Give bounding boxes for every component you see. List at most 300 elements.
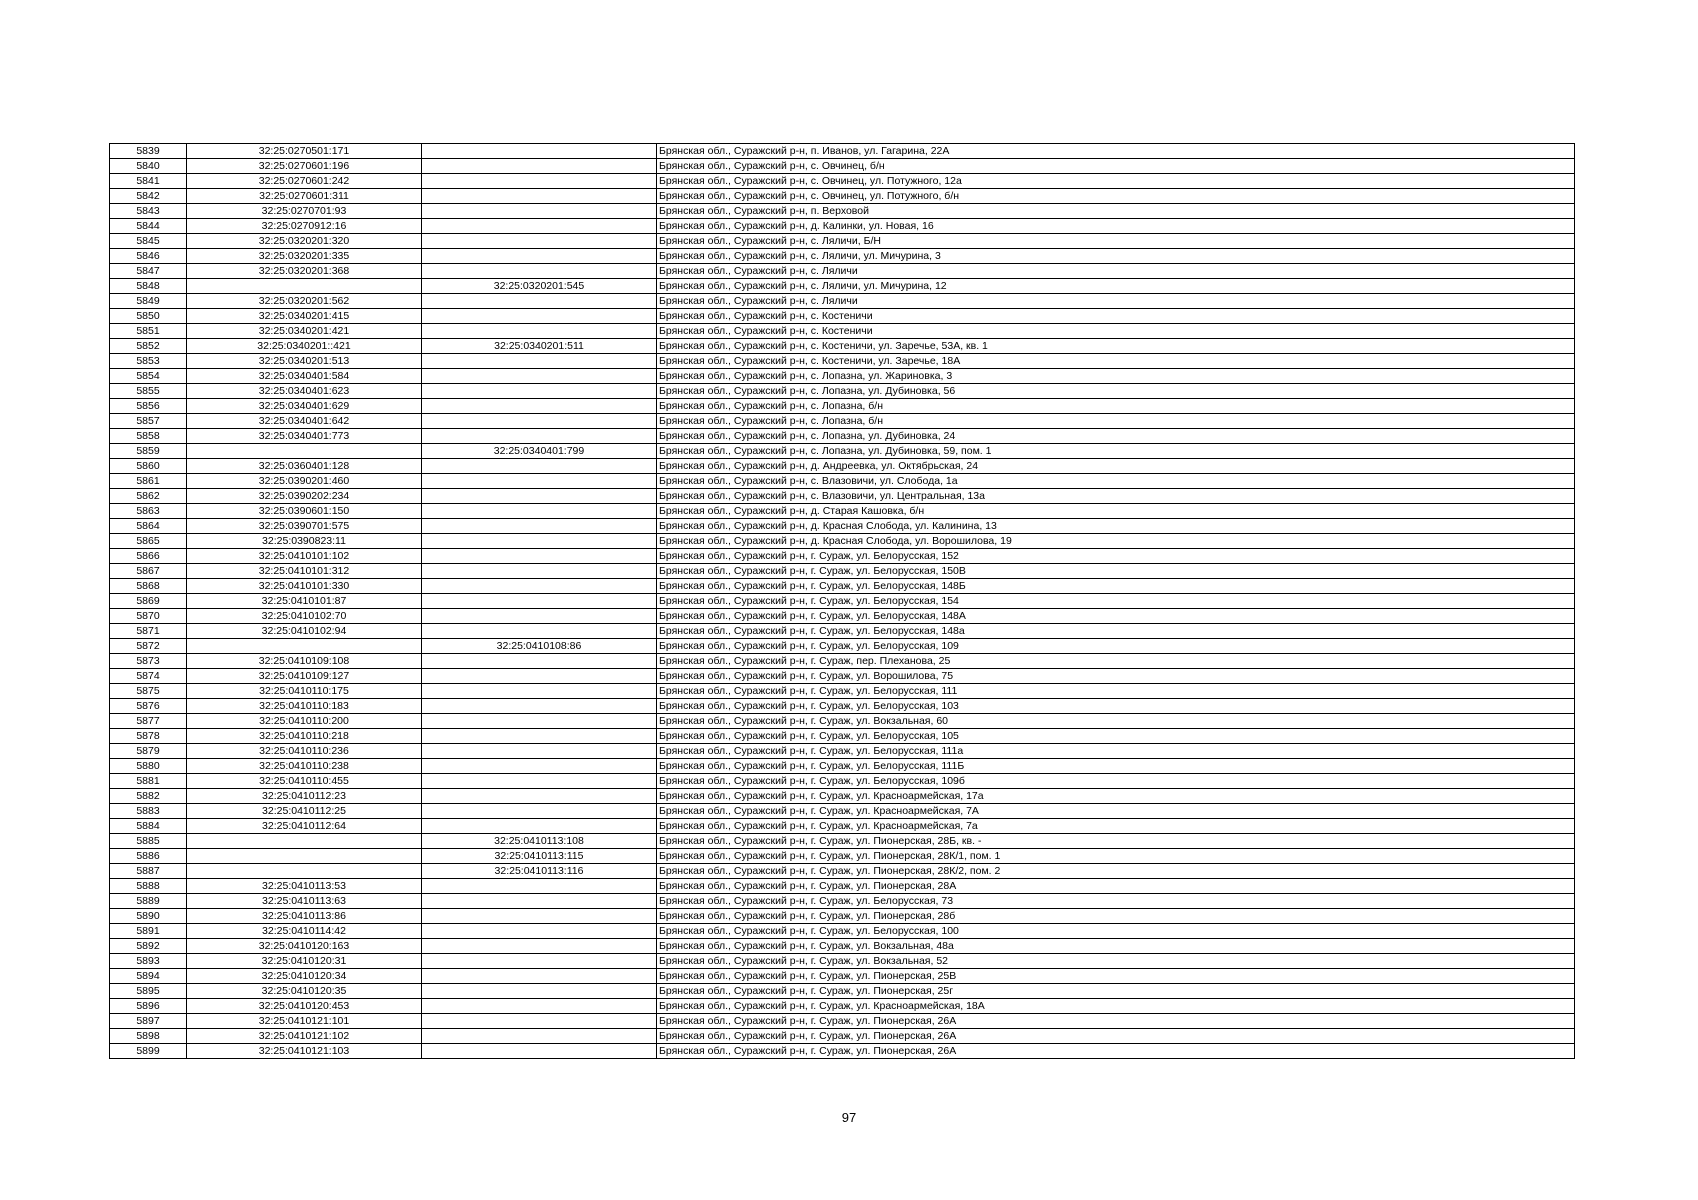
address-cell: Брянская обл., Суражский р-н, с. Лопазна, ул. Дубиновка, 56 xyxy=(657,384,1575,399)
building-cadastral-number-cell xyxy=(422,354,657,369)
table-row xyxy=(110,744,1575,759)
address-cell: Брянская обл., Суражский р-н, г. Сураж, ул. Белорусская, 148Б xyxy=(657,579,1575,594)
table-row xyxy=(110,264,1575,279)
row-number-cell: 5859 xyxy=(110,444,187,459)
building-cadastral-number-cell xyxy=(422,774,657,789)
row-number-cell: 5840 xyxy=(110,159,187,174)
row-number-cell: 5868 xyxy=(110,579,187,594)
row-number-cell: 5890 xyxy=(110,909,187,924)
land-cadastral-number-cell: 32:25:0410112:23 xyxy=(187,789,422,804)
table-row xyxy=(110,639,1575,654)
building-cadastral-number-cell xyxy=(422,234,657,249)
address-cell: Брянская обл., Суражский р-н, г. Сураж, ул. Белорусская, 148А xyxy=(657,609,1575,624)
address-cell: Брянская обл., Суражский р-н, г. Сураж, ул. Пионерская, 28К/2, пом. 2 xyxy=(657,864,1575,879)
address-cell: Брянская обл., Суражский р-н, г. Сураж, ул. Белорусская, 154 xyxy=(657,594,1575,609)
table-row xyxy=(110,834,1575,849)
row-number-cell: 5863 xyxy=(110,504,187,519)
address-cell: Брянская обл., Суражский р-н, с. Ляличи, Б/Н xyxy=(657,234,1575,249)
building-cadastral-number-cell xyxy=(422,144,657,159)
building-cadastral-number-cell xyxy=(422,969,657,984)
land-cadastral-number-cell xyxy=(187,849,422,864)
land-cadastral-number-cell: 32:25:0390601:150 xyxy=(187,504,422,519)
row-number-cell: 5856 xyxy=(110,399,187,414)
land-cadastral-number-cell: 32:25:0270601:196 xyxy=(187,159,422,174)
address-cell: Брянская обл., Суражский р-н, п. Иванов, ул. Гагарина, 22А xyxy=(657,144,1575,159)
row-number-cell: 5842 xyxy=(110,189,187,204)
address-cell: Брянская обл., Суражский р-н, с. Влазовичи, ул. Слобода, 1а xyxy=(657,474,1575,489)
row-number-cell: 5867 xyxy=(110,564,187,579)
land-cadastral-number-cell xyxy=(187,834,422,849)
table-row xyxy=(110,474,1575,489)
address-cell: Брянская обл., Суражский р-н, г. Сураж, ул. Красноармейская, 7а xyxy=(657,819,1575,834)
row-number-cell: 5841 xyxy=(110,174,187,189)
address-cell: Брянская обл., Суражский р-н, с. Костеничи xyxy=(657,309,1575,324)
address-cell: Брянская обл., Суражский р-н, г. Сураж, ул. Пионерская, 28К/1, пом. 1 xyxy=(657,849,1575,864)
address-cell: Брянская обл., Суражский р-н, г. Сураж, ул. Белорусская, 73 xyxy=(657,894,1575,909)
row-number-cell: 5892 xyxy=(110,939,187,954)
row-number-cell: 5879 xyxy=(110,744,187,759)
table-row xyxy=(110,609,1575,624)
row-number-cell: 5865 xyxy=(110,534,187,549)
table-row xyxy=(110,729,1575,744)
row-number-cell: 5858 xyxy=(110,429,187,444)
row-number-cell: 5897 xyxy=(110,1014,187,1029)
building-cadastral-number-cell xyxy=(422,999,657,1014)
address-cell: Брянская обл., Суражский р-н, г. Сураж, ул. Белорусская, 111Б xyxy=(657,759,1575,774)
row-number-cell: 5870 xyxy=(110,609,187,624)
address-cell: Брянская обл., Суражский р-н, г. Сураж, пер. Плеханова, 25 xyxy=(657,654,1575,669)
land-cadastral-number-cell: 32:25:0340401:623 xyxy=(187,384,422,399)
row-number-cell: 5866 xyxy=(110,549,187,564)
address-cell: Брянская обл., Суражский р-н, д. Андреевка, ул. Октябрьская, 24 xyxy=(657,459,1575,474)
row-number-cell: 5839 xyxy=(110,144,187,159)
building-cadastral-number-cell xyxy=(422,954,657,969)
building-cadastral-number-cell xyxy=(422,729,657,744)
land-cadastral-number-cell: 32:25:0410121:101 xyxy=(187,1014,422,1029)
address-cell: Брянская обл., Суражский р-н, с. Лопазна, б/н xyxy=(657,414,1575,429)
row-number-cell: 5886 xyxy=(110,849,187,864)
land-cadastral-number-cell: 32:25:0410102:70 xyxy=(187,609,422,624)
table-row xyxy=(110,519,1575,534)
building-cadastral-number-cell xyxy=(422,174,657,189)
row-number-cell: 5864 xyxy=(110,519,187,534)
address-cell: Брянская обл., Суражский р-н, с. Овчинец, б/н xyxy=(657,159,1575,174)
building-cadastral-number-cell xyxy=(422,534,657,549)
building-cadastral-number-cell xyxy=(422,744,657,759)
land-cadastral-number-cell: 32:25:0340401:629 xyxy=(187,399,422,414)
address-cell: Брянская обл., Суражский р-н, г. Сураж, ул. Пионерская, 28А xyxy=(657,879,1575,894)
building-cadastral-number-cell xyxy=(422,564,657,579)
building-cadastral-number-cell xyxy=(422,609,657,624)
row-number-cell: 5853 xyxy=(110,354,187,369)
row-number-cell: 5844 xyxy=(110,219,187,234)
row-number-cell: 5881 xyxy=(110,774,187,789)
building-cadastral-number-cell xyxy=(422,309,657,324)
address-cell: Брянская обл., Суражский р-н, г. Сураж, ул. Пионерская, 26А xyxy=(657,1044,1575,1059)
row-number-cell: 5845 xyxy=(110,234,187,249)
table-row xyxy=(110,804,1575,819)
building-cadastral-number-cell xyxy=(422,459,657,474)
address-cell: Брянская обл., Суражский р-н, д. Калинки, ул. Новая, 16 xyxy=(657,219,1575,234)
table-row xyxy=(110,399,1575,414)
land-cadastral-number-cell: 32:25:0270601:242 xyxy=(187,174,422,189)
land-cadastral-number-cell: 32:25:0390701:575 xyxy=(187,519,422,534)
building-cadastral-number-cell xyxy=(422,714,657,729)
table-row xyxy=(110,369,1575,384)
address-cell: Брянская обл., Суражский р-н, с. Овчинец, ул. Потужного, 12а xyxy=(657,174,1575,189)
address-cell: Брянская обл., Суражский р-н, г. Сураж, ул. Белорусская, 105 xyxy=(657,729,1575,744)
land-cadastral-number-cell: 32:25:0410120:453 xyxy=(187,999,422,1014)
building-cadastral-number-cell xyxy=(422,1014,657,1029)
address-cell: Брянская обл., Суражский р-н, г. Сураж, ул. Белорусская, 148а xyxy=(657,624,1575,639)
row-number-cell: 5883 xyxy=(110,804,187,819)
row-number-cell: 5878 xyxy=(110,729,187,744)
building-cadastral-number-cell xyxy=(422,669,657,684)
building-cadastral-number-cell xyxy=(422,489,657,504)
row-number-cell: 5851 xyxy=(110,324,187,339)
land-cadastral-number-cell: 32:25:0270701:93 xyxy=(187,204,422,219)
address-cell: Брянская обл., Суражский р-н, д. Красная Слобода, ул. Калинина, 13 xyxy=(657,519,1575,534)
address-cell: Брянская обл., Суражский р-н, г. Сураж, ул. Красноармейская, 18А xyxy=(657,999,1575,1014)
row-number-cell: 5862 xyxy=(110,489,187,504)
row-number-cell: 5898 xyxy=(110,1029,187,1044)
row-number-cell: 5843 xyxy=(110,204,187,219)
land-cadastral-number-cell xyxy=(187,864,422,879)
table-row xyxy=(110,549,1575,564)
table-row xyxy=(110,1029,1575,1044)
address-cell: Брянская обл., Суражский р-н, с. Лопазна, ул. Дубиновка, 24 xyxy=(657,429,1575,444)
address-cell: Брянская обл., Суражский р-н, г. Сураж, ул. Пионерская, 28б xyxy=(657,909,1575,924)
building-cadastral-number-cell xyxy=(422,264,657,279)
row-number-cell: 5893 xyxy=(110,954,187,969)
address-cell: Брянская обл., Суражский р-н, г. Сураж, ул. Пионерская, 28Б, кв. - xyxy=(657,834,1575,849)
building-cadastral-number-cell xyxy=(422,204,657,219)
row-number-cell: 5871 xyxy=(110,624,187,639)
row-number-cell: 5873 xyxy=(110,654,187,669)
building-cadastral-number-cell xyxy=(422,789,657,804)
land-cadastral-number-cell: 32:25:0340201:421 xyxy=(187,324,422,339)
table-row xyxy=(110,984,1575,999)
building-cadastral-number-cell xyxy=(422,984,657,999)
address-cell: Брянская обл., Суражский р-н, с. Костеничи xyxy=(657,324,1575,339)
address-cell: Брянская обл., Суражский р-н, г. Сураж, ул. Белорусская, 150В xyxy=(657,564,1575,579)
building-cadastral-number-cell xyxy=(422,579,657,594)
table-row xyxy=(110,144,1575,159)
table-row xyxy=(110,1044,1575,1059)
land-cadastral-number-cell: 32:25:0410110:218 xyxy=(187,729,422,744)
table-row xyxy=(110,594,1575,609)
land-cadastral-number-cell: 32:25:0340201::421 xyxy=(187,339,422,354)
table-row xyxy=(110,429,1575,444)
address-cell: Брянская обл., Суражский р-н, с. Ляличи, ул. Мичурина, 3 xyxy=(657,249,1575,264)
table-row xyxy=(110,699,1575,714)
building-cadastral-number-cell xyxy=(422,159,657,174)
address-cell: Брянская обл., Суражский р-н, с. Влазовичи, ул. Центральная, 13а xyxy=(657,489,1575,504)
table-row xyxy=(110,579,1575,594)
table-row xyxy=(110,219,1575,234)
table-row xyxy=(110,249,1575,264)
land-cadastral-number-cell: 32:25:0410110:200 xyxy=(187,714,422,729)
row-number-cell: 5891 xyxy=(110,924,187,939)
row-number-cell: 5889 xyxy=(110,894,187,909)
table-row xyxy=(110,294,1575,309)
row-number-cell: 5850 xyxy=(110,309,187,324)
table-row xyxy=(110,159,1575,174)
table-row xyxy=(110,204,1575,219)
table-row xyxy=(110,504,1575,519)
land-cadastral-number-cell: 32:25:0410112:64 xyxy=(187,819,422,834)
land-cadastral-number-cell: 32:25:0390823:11 xyxy=(187,534,422,549)
table-row xyxy=(110,894,1575,909)
land-cadastral-number-cell: 32:25:0340201:513 xyxy=(187,354,422,369)
building-cadastral-number-cell: 32:25:0340401:799 xyxy=(422,444,657,459)
table-row xyxy=(110,279,1575,294)
address-cell: Брянская обл., Суражский р-н, г. Сураж, ул. Белорусская, 103 xyxy=(657,699,1575,714)
land-cadastral-number-cell: 32:25:0410101:87 xyxy=(187,594,422,609)
building-cadastral-number-cell xyxy=(422,504,657,519)
land-cadastral-number-cell: 32:25:0320201:368 xyxy=(187,264,422,279)
row-number-cell: 5875 xyxy=(110,684,187,699)
table-row xyxy=(110,564,1575,579)
building-cadastral-number-cell xyxy=(422,804,657,819)
row-number-cell: 5849 xyxy=(110,294,187,309)
land-cadastral-number-cell xyxy=(187,444,422,459)
table-row xyxy=(110,684,1575,699)
table-row xyxy=(110,789,1575,804)
building-cadastral-number-cell xyxy=(422,414,657,429)
row-number-cell: 5857 xyxy=(110,414,187,429)
building-cadastral-number-cell xyxy=(422,384,657,399)
land-cadastral-number-cell xyxy=(187,639,422,654)
building-cadastral-number-cell xyxy=(422,1044,657,1059)
land-cadastral-number-cell: 32:25:0410113:53 xyxy=(187,879,422,894)
land-cadastral-number-cell: 32:25:0410110:236 xyxy=(187,744,422,759)
land-cadastral-number-cell: 32:25:0270912:16 xyxy=(187,219,422,234)
land-cadastral-number-cell: 32:25:0340201:415 xyxy=(187,309,422,324)
row-number-cell: 5855 xyxy=(110,384,187,399)
table-row xyxy=(110,414,1575,429)
address-cell: Брянская обл., Суражский р-н, г. Сураж, ул. Вокзальная, 60 xyxy=(657,714,1575,729)
building-cadastral-number-cell xyxy=(422,594,657,609)
building-cadastral-number-cell xyxy=(422,519,657,534)
table-row xyxy=(110,534,1575,549)
building-cadastral-number-cell xyxy=(422,939,657,954)
table-row xyxy=(110,909,1575,924)
address-cell: Брянская обл., Суражский р-н, с. Лопазна, ул. Жариновка, 3 xyxy=(657,369,1575,384)
building-cadastral-number-cell: 32:25:0340201:511 xyxy=(422,339,657,354)
table-row xyxy=(110,624,1575,639)
row-number-cell: 5860 xyxy=(110,459,187,474)
address-cell: Брянская обл., Суражский р-н, с. Лопазна, ул. Дубиновка, 59, пом. 1 xyxy=(657,444,1575,459)
row-number-cell: 5854 xyxy=(110,369,187,384)
row-number-cell: 5852 xyxy=(110,339,187,354)
land-cadastral-number-cell: 32:25:0410101:312 xyxy=(187,564,422,579)
building-cadastral-number-cell xyxy=(422,294,657,309)
building-cadastral-number-cell xyxy=(422,249,657,264)
row-number-cell: 5887 xyxy=(110,864,187,879)
address-cell: Брянская обл., Суражский р-н, г. Сураж, ул. Белорусская, 111 xyxy=(657,684,1575,699)
address-cell: Брянская обл., Суражский р-н, с. Костеничи, ул. Заречье, 53А, кв. 1 xyxy=(657,339,1575,354)
address-cell: Брянская обл., Суражский р-н, г. Сураж, ул. Пионерская, 26А xyxy=(657,1014,1575,1029)
row-number-cell: 5899 xyxy=(110,1044,187,1059)
table-row xyxy=(110,174,1575,189)
land-cadastral-number-cell: 32:25:0360401:128 xyxy=(187,459,422,474)
land-cadastral-number-cell: 32:25:0410109:127 xyxy=(187,669,422,684)
row-number-cell: 5885 xyxy=(110,834,187,849)
land-cadastral-number-cell: 32:25:0410110:455 xyxy=(187,774,422,789)
address-cell: Брянская обл., Суражский р-н, п. Верховой xyxy=(657,204,1575,219)
building-cadastral-number-cell xyxy=(422,654,657,669)
land-cadastral-number-cell xyxy=(187,279,422,294)
building-cadastral-number-cell xyxy=(422,399,657,414)
row-number-cell: 5895 xyxy=(110,984,187,999)
building-cadastral-number-cell xyxy=(422,189,657,204)
building-cadastral-number-cell xyxy=(422,759,657,774)
row-number-cell: 5848 xyxy=(110,279,187,294)
building-cadastral-number-cell xyxy=(422,429,657,444)
address-cell: Брянская обл., Суражский р-н, г. Сураж, ул. Пионерская, 26А xyxy=(657,1029,1575,1044)
table-row xyxy=(110,339,1575,354)
row-number-cell: 5888 xyxy=(110,879,187,894)
page-number: 97 xyxy=(841,1110,857,1125)
table-row xyxy=(110,669,1575,684)
register-table xyxy=(109,143,1575,1059)
address-cell: Брянская обл., Суражский р-н, г. Сураж, ул. Белорусская, 109 xyxy=(657,639,1575,654)
address-cell: Брянская обл., Суражский р-н, д. Старая Кашовка, б/н xyxy=(657,504,1575,519)
address-cell: Брянская обл., Суражский р-н, г. Сураж, ул. Белорусская, 109б xyxy=(657,774,1575,789)
building-cadastral-number-cell: 32:25:0320201:545 xyxy=(422,279,657,294)
address-cell: Брянская обл., Суражский р-н, с. Ляличи xyxy=(657,294,1575,309)
land-cadastral-number-cell: 32:25:0410114:42 xyxy=(187,924,422,939)
address-cell: Брянская обл., Суражский р-н, с. Овчинец, ул. Потужного, б/н xyxy=(657,189,1575,204)
table-row xyxy=(110,459,1575,474)
building-cadastral-number-cell xyxy=(422,819,657,834)
row-number-cell: 5877 xyxy=(110,714,187,729)
land-cadastral-number-cell: 32:25:0320201:335 xyxy=(187,249,422,264)
land-cadastral-number-cell: 32:25:0340401:584 xyxy=(187,369,422,384)
land-cadastral-number-cell: 32:25:0320201:562 xyxy=(187,294,422,309)
land-cadastral-number-cell: 32:25:0410112:25 xyxy=(187,804,422,819)
address-cell: Брянская обл., Суражский р-н, с. Лопазна, б/н xyxy=(657,399,1575,414)
land-cadastral-number-cell: 32:25:0390202:234 xyxy=(187,489,422,504)
row-number-cell: 5861 xyxy=(110,474,187,489)
table-row xyxy=(110,819,1575,834)
address-cell: Брянская обл., Суражский р-н, г. Сураж, ул. Красноармейская, 7А xyxy=(657,804,1575,819)
row-number-cell: 5894 xyxy=(110,969,187,984)
table-row xyxy=(110,234,1575,249)
register-table-body xyxy=(110,144,1575,1059)
address-cell: Брянская обл., Суражский р-н, г. Сураж, ул. Белорусская, 111а xyxy=(657,744,1575,759)
land-cadastral-number-cell: 32:25:0410102:94 xyxy=(187,624,422,639)
land-cadastral-number-cell: 32:25:0410120:34 xyxy=(187,969,422,984)
building-cadastral-number-cell: 32:25:0410113:108 xyxy=(422,834,657,849)
land-cadastral-number-cell: 32:25:0410113:86 xyxy=(187,909,422,924)
table-row xyxy=(110,384,1575,399)
address-cell: Брянская обл., Суражский р-н, г. Сураж, ул. Белорусская, 152 xyxy=(657,549,1575,564)
table-row xyxy=(110,714,1575,729)
land-cadastral-number-cell: 32:25:0410101:102 xyxy=(187,549,422,564)
table-row xyxy=(110,759,1575,774)
land-cadastral-number-cell: 32:25:0410110:183 xyxy=(187,699,422,714)
land-cadastral-number-cell: 32:25:0410110:175 xyxy=(187,684,422,699)
row-number-cell: 5884 xyxy=(110,819,187,834)
land-cadastral-number-cell: 32:25:0410101:330 xyxy=(187,579,422,594)
table-row xyxy=(110,774,1575,789)
row-number-cell: 5876 xyxy=(110,699,187,714)
address-cell: Брянская обл., Суражский р-н, г. Сураж, ул. Вокзальная, 52 xyxy=(657,954,1575,969)
address-cell: Брянская обл., Суражский р-н, г. Сураж, ул. Красноармейская, 17а xyxy=(657,789,1575,804)
row-number-cell: 5869 xyxy=(110,594,187,609)
land-cadastral-number-cell: 32:25:0410113:63 xyxy=(187,894,422,909)
building-cadastral-number-cell xyxy=(422,684,657,699)
address-cell: Брянская обл., Суражский р-н, г. Сураж, ул. Пионерская, 25В xyxy=(657,969,1575,984)
building-cadastral-number-cell xyxy=(422,894,657,909)
land-cadastral-number-cell: 32:25:0410121:103 xyxy=(187,1044,422,1059)
building-cadastral-number-cell xyxy=(422,474,657,489)
table-row xyxy=(110,999,1575,1014)
table-row xyxy=(110,849,1575,864)
row-number-cell: 5874 xyxy=(110,669,187,684)
building-cadastral-number-cell xyxy=(422,324,657,339)
table-row xyxy=(110,924,1575,939)
address-cell: Брянская обл., Суражский р-н, с. Костеничи, ул. Заречье, 18А xyxy=(657,354,1575,369)
building-cadastral-number-cell: 32:25:0410113:115 xyxy=(422,849,657,864)
address-cell: Брянская обл., Суражский р-н, г. Сураж, ул. Белорусская, 100 xyxy=(657,924,1575,939)
building-cadastral-number-cell xyxy=(422,219,657,234)
land-cadastral-number-cell: 32:25:0410109:108 xyxy=(187,654,422,669)
building-cadastral-number-cell: 32:25:0410113:116 xyxy=(422,864,657,879)
table-row xyxy=(110,879,1575,894)
table-row xyxy=(110,969,1575,984)
table-row xyxy=(110,489,1575,504)
building-cadastral-number-cell xyxy=(422,549,657,564)
building-cadastral-number-cell xyxy=(422,1029,657,1044)
building-cadastral-number-cell xyxy=(422,924,657,939)
land-cadastral-number-cell: 32:25:0410120:163 xyxy=(187,939,422,954)
address-cell: Брянская обл., Суражский р-н, с. Ляличи xyxy=(657,264,1575,279)
address-cell: Брянская обл., Суражский р-н, г. Сураж, ул. Пионерская, 25г xyxy=(657,984,1575,999)
land-cadastral-number-cell: 32:25:0340401:773 xyxy=(187,429,422,444)
address-cell: Брянская обл., Суражский р-н, д. Красная Слобода, ул. Ворошилова, 19 xyxy=(657,534,1575,549)
land-cadastral-number-cell: 32:25:0270501:171 xyxy=(187,144,422,159)
row-number-cell: 5847 xyxy=(110,264,187,279)
table-row xyxy=(110,309,1575,324)
table-row xyxy=(110,444,1575,459)
land-cadastral-number-cell: 32:25:0410120:31 xyxy=(187,954,422,969)
address-cell: Брянская обл., Суражский р-н, с. Ляличи, ул. Мичурина, 12 xyxy=(657,279,1575,294)
row-number-cell: 5882 xyxy=(110,789,187,804)
land-cadastral-number-cell: 32:25:0320201:320 xyxy=(187,234,422,249)
table-row xyxy=(110,654,1575,669)
building-cadastral-number-cell xyxy=(422,699,657,714)
building-cadastral-number-cell xyxy=(422,624,657,639)
land-cadastral-number-cell: 32:25:0270601:311 xyxy=(187,189,422,204)
land-cadastral-number-cell: 32:25:0340401:642 xyxy=(187,414,422,429)
land-cadastral-number-cell: 32:25:0410110:238 xyxy=(187,759,422,774)
land-cadastral-number-cell: 32:25:0410120:35 xyxy=(187,984,422,999)
table-row xyxy=(110,324,1575,339)
building-cadastral-number-cell xyxy=(422,879,657,894)
table-row xyxy=(110,1014,1575,1029)
land-cadastral-number-cell: 32:25:0390201:460 xyxy=(187,474,422,489)
row-number-cell: 5872 xyxy=(110,639,187,654)
table-row xyxy=(110,864,1575,879)
land-cadastral-number-cell: 32:25:0410121:102 xyxy=(187,1029,422,1044)
row-number-cell: 5880 xyxy=(110,759,187,774)
table-row xyxy=(110,354,1575,369)
table-row xyxy=(110,189,1575,204)
table-row xyxy=(110,939,1575,954)
